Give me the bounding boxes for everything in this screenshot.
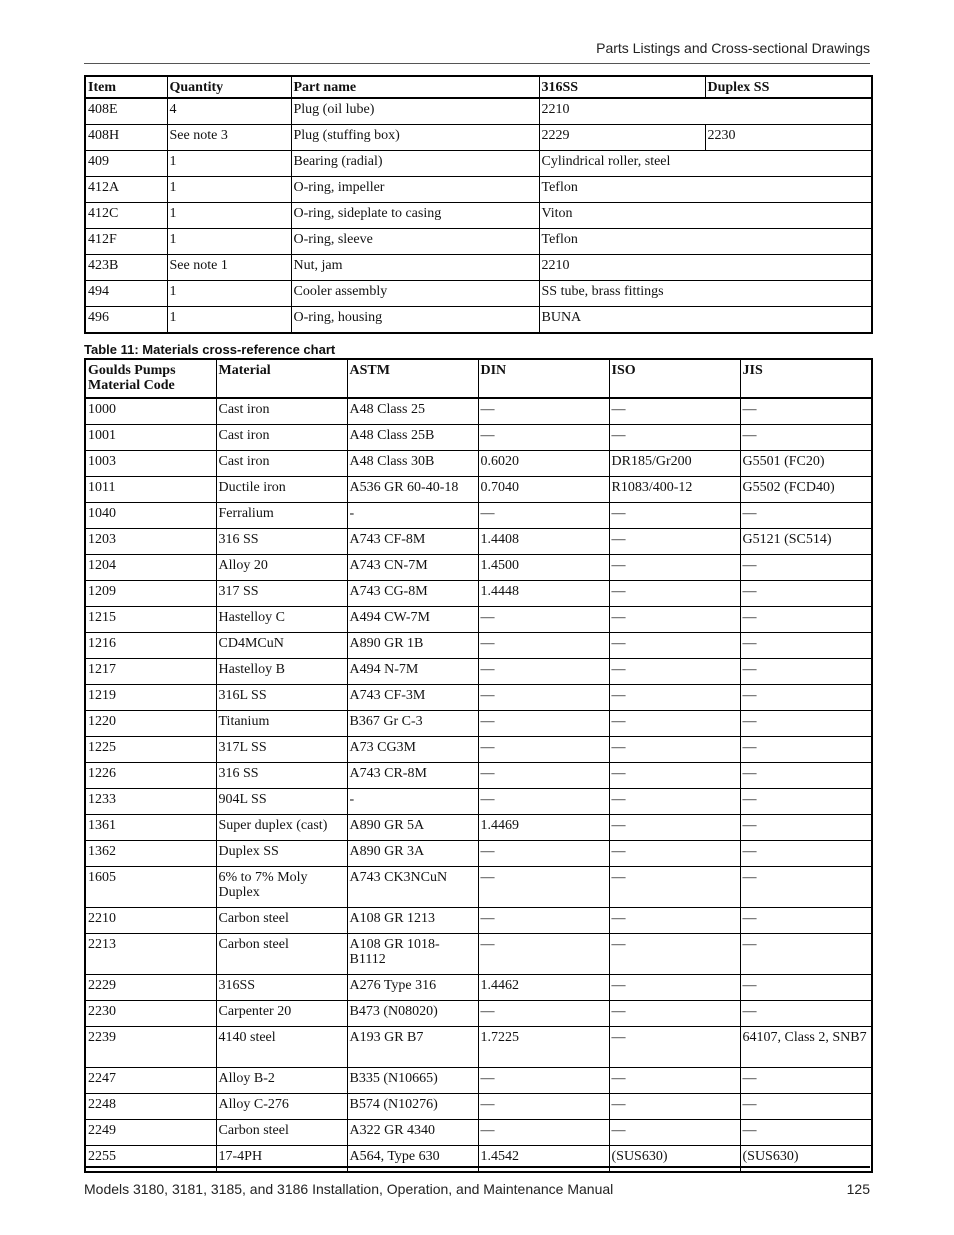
table-cell: —	[478, 503, 609, 529]
table-cell: 2230	[705, 125, 872, 151]
table-cell: —	[478, 908, 609, 934]
table-row	[85, 281, 872, 307]
table-cell: —	[609, 659, 740, 685]
table-cell: A743 CR-8M	[347, 763, 478, 789]
table-cell: 1	[167, 151, 291, 177]
table-cell: 1204	[85, 555, 216, 581]
table-cell: —	[740, 425, 872, 451]
table-cell: B574 (N10276)	[347, 1094, 478, 1120]
table-cell: Carbon steel	[216, 908, 347, 934]
table-cell: —	[478, 398, 609, 425]
table-cell: 2210	[539, 255, 872, 281]
table-cell: —	[740, 581, 872, 607]
table-cell: 1.7225	[478, 1027, 609, 1068]
table-cell: —	[740, 711, 872, 737]
table-cell: —	[740, 867, 872, 908]
table-cell: —	[740, 1001, 872, 1027]
table-cell: 17-4PH	[216, 1146, 347, 1173]
table-row	[85, 841, 872, 867]
table-cell: —	[478, 789, 609, 815]
table-cell: —	[478, 1094, 609, 1120]
table-cell: 1.4542	[478, 1146, 609, 1173]
table-cell: —	[609, 934, 740, 975]
table-cell: —	[478, 425, 609, 451]
table-cell: O-ring, sleeve	[291, 229, 539, 255]
table-cell: Viton	[539, 203, 872, 229]
table-cell: —	[740, 555, 872, 581]
table-cell: 1	[167, 229, 291, 255]
table-row	[85, 1120, 872, 1146]
table-cell: Carbon steel	[216, 1120, 347, 1146]
table-row	[85, 711, 872, 737]
table-cell: —	[609, 789, 740, 815]
table-cell: A743 CN-7M	[347, 555, 478, 581]
table-row	[85, 815, 872, 841]
table-cell: —	[478, 633, 609, 659]
table-cell: Carpenter 20	[216, 1001, 347, 1027]
table-row	[85, 555, 872, 581]
table-cell: —	[740, 908, 872, 934]
materials-cross-reference-table	[84, 358, 873, 1173]
table-cell: A890 GR 5A	[347, 815, 478, 841]
table-row	[85, 98, 872, 125]
table-cell: —	[478, 763, 609, 789]
table-cell: —	[740, 1068, 872, 1094]
table-cell: DR185/Gr200	[609, 451, 740, 477]
table-cell: 1.4462	[478, 975, 609, 1001]
table-cell: —	[609, 685, 740, 711]
table-cell: A494 N-7M	[347, 659, 478, 685]
table-cell: —	[478, 685, 609, 711]
table-row	[85, 1068, 872, 1094]
table-cell: 1215	[85, 607, 216, 633]
table-cell: 1209	[85, 581, 216, 607]
table-cell: A890 GR 3A	[347, 841, 478, 867]
table-cell: 316 SS	[216, 763, 347, 789]
table-row	[85, 1027, 872, 1068]
table-cell: —	[609, 1001, 740, 1027]
table-cell: CD4MCuN	[216, 633, 347, 659]
table-cell: Alloy C-276	[216, 1094, 347, 1120]
table-cell: Alloy B-2	[216, 1068, 347, 1094]
table-cell: —	[609, 581, 740, 607]
table-cell: 2213	[85, 934, 216, 975]
table-cell: 1362	[85, 841, 216, 867]
table-cell: 1233	[85, 789, 216, 815]
table-cell: —	[740, 659, 872, 685]
table-cell: Super duplex (cast)	[216, 815, 347, 841]
table-cell: —	[740, 841, 872, 867]
table-row	[85, 177, 872, 203]
table-cell: 316SS	[216, 975, 347, 1001]
table-cell: A564, Type 630	[347, 1146, 478, 1173]
table-row	[85, 451, 872, 477]
table-cell: 408H	[85, 125, 167, 151]
table-cell: A108 GR 1018-B1112	[347, 934, 478, 975]
table-cell: Titanium	[216, 711, 347, 737]
table-row	[85, 607, 872, 633]
table-cell: 2230	[85, 1001, 216, 1027]
table-cell: 1.4448	[478, 581, 609, 607]
table-cell: 1217	[85, 659, 216, 685]
table-cell: —	[609, 1068, 740, 1094]
table-cell: —	[478, 934, 609, 975]
table-cell: A48 Class 25B	[347, 425, 478, 451]
table-cell: A743 CF-3M	[347, 685, 478, 711]
table-row	[85, 685, 872, 711]
col-header-part-name: Part name	[291, 76, 539, 98]
table-cell: A494 CW-7M	[347, 607, 478, 633]
table-cell: Hastelloy C	[216, 607, 347, 633]
materials-table-caption: Table 11: Materials cross-reference chart	[84, 342, 336, 357]
table-cell: Teflon	[539, 177, 872, 203]
table-cell: A743 CG-8M	[347, 581, 478, 607]
table-cell: A743 CK3NCuN	[347, 867, 478, 908]
table-cell: —	[609, 1027, 740, 1068]
header-divider	[84, 63, 870, 64]
table-row	[85, 1146, 872, 1173]
footer-divider	[84, 1166, 870, 1168]
table-cell: —	[478, 1120, 609, 1146]
table-cell: G5121 (SC514)	[740, 529, 872, 555]
table-row	[85, 789, 872, 815]
table-cell: A48 Class 30B	[347, 451, 478, 477]
table-row	[85, 659, 872, 685]
table-cell: Nut, jam	[291, 255, 539, 281]
table-row	[85, 1001, 872, 1027]
table-cell: 1	[167, 177, 291, 203]
footer-page-number: 125	[846, 1181, 870, 1197]
table-cell: 316 SS	[216, 529, 347, 555]
table-cell: 6% to 7% Moly Duplex	[216, 867, 347, 908]
table-cell: O-ring, sideplate to casing	[291, 203, 539, 229]
table-row	[85, 307, 872, 334]
table-row	[85, 529, 872, 555]
table-cell: 1003	[85, 451, 216, 477]
table-cell: A322 GR 4340	[347, 1120, 478, 1146]
table-cell: Cast iron	[216, 451, 347, 477]
table-cell: 1.4408	[478, 529, 609, 555]
table-cell: 0.6020	[478, 451, 609, 477]
table-row	[85, 425, 872, 451]
table-cell: 1	[167, 307, 291, 334]
table-row	[85, 203, 872, 229]
table-cell: Duplex SS	[216, 841, 347, 867]
table-cell: 1	[167, 281, 291, 307]
table-cell: —	[478, 607, 609, 633]
table-cell: 2255	[85, 1146, 216, 1173]
table-cell: 423B	[85, 255, 167, 281]
table-cell: —	[609, 908, 740, 934]
table-cell: 2210	[539, 98, 872, 125]
table-cell: O-ring, housing	[291, 307, 539, 334]
table-cell: 412A	[85, 177, 167, 203]
table-cell: —	[740, 934, 872, 975]
table-cell: —	[478, 841, 609, 867]
table-cell: —	[740, 503, 872, 529]
table-cell: G5501 (FC20)	[740, 451, 872, 477]
table-cell: —	[609, 711, 740, 737]
table-cell: 2249	[85, 1120, 216, 1146]
table-cell: 1225	[85, 737, 216, 763]
table-cell: —	[609, 763, 740, 789]
table-cell: —	[478, 867, 609, 908]
table-cell: 64107, Class 2, SNB7	[740, 1027, 872, 1068]
col-header-quantity: Quantity	[167, 76, 291, 98]
table-cell: A276 Type 316	[347, 975, 478, 1001]
table-cell: —	[609, 633, 740, 659]
table-cell: —	[478, 711, 609, 737]
table-cell: 1040	[85, 503, 216, 529]
col-header-material: Material	[216, 359, 347, 398]
table-cell: 409	[85, 151, 167, 177]
table-cell: —	[609, 815, 740, 841]
table-cell: Cylindrical roller, steel	[539, 151, 872, 177]
table-cell: 4140 steel	[216, 1027, 347, 1068]
table-cell: 1203	[85, 529, 216, 555]
col-header-material-code: Goulds Pumps Material Code	[85, 359, 216, 398]
table-cell: —	[609, 841, 740, 867]
table-cell: —	[609, 503, 740, 529]
table-cell: —	[609, 1094, 740, 1120]
table-cell: B367 Gr C-3	[347, 711, 478, 737]
table-cell: —	[740, 789, 872, 815]
footer-manual-title: Models 3180, 3181, 3185, and 3186 Installation, Operation, and Maintenance Manual	[84, 1181, 614, 1197]
materials-table-header-row	[85, 359, 872, 398]
table-cell: Cast iron	[216, 398, 347, 425]
table-cell: 2247	[85, 1068, 216, 1094]
table-cell: 1.4500	[478, 555, 609, 581]
table-cell: 1220	[85, 711, 216, 737]
table-cell: —	[609, 867, 740, 908]
table-cell: 904L SS	[216, 789, 347, 815]
table-cell: —	[478, 659, 609, 685]
table-cell: A536 GR 60-40-18	[347, 477, 478, 503]
table-cell: A743 CF-8M	[347, 529, 478, 555]
table-row	[85, 477, 872, 503]
table-row	[85, 1094, 872, 1120]
table-cell: —	[609, 529, 740, 555]
table-row	[85, 125, 872, 151]
table-cell: —	[609, 737, 740, 763]
col-header-316ss: 316SS	[539, 76, 705, 98]
page-header-title: Parts Listings and Cross-sectional Drawings	[596, 40, 870, 56]
table-cell: Plug (stuffing box)	[291, 125, 539, 151]
table-cell: B473 (N08020)	[347, 1001, 478, 1027]
table-cell: —	[740, 1094, 872, 1120]
table-row	[85, 255, 872, 281]
table-cell: 2248	[85, 1094, 216, 1120]
parts-table-header-row	[85, 76, 872, 98]
table-row	[85, 867, 872, 908]
table-row	[85, 581, 872, 607]
table-cell: (SUS630)	[609, 1146, 740, 1173]
table-cell: —	[740, 398, 872, 425]
table-cell: Ductile iron	[216, 477, 347, 503]
table-cell: R1083/400-12	[609, 477, 740, 503]
table-cell: See note 1	[167, 255, 291, 281]
table-cell: Cast iron	[216, 425, 347, 451]
table-row	[85, 934, 872, 975]
table-cell: BUNA	[539, 307, 872, 334]
table-cell: 317 SS	[216, 581, 347, 607]
table-cell: —	[740, 975, 872, 1001]
table-cell: 4	[167, 98, 291, 125]
table-cell: See note 3	[167, 125, 291, 151]
table-cell: 412C	[85, 203, 167, 229]
table-cell: A73 CG3M	[347, 737, 478, 763]
col-header-iso: ISO	[609, 359, 740, 398]
table-cell: 1219	[85, 685, 216, 711]
table-cell: 1.4469	[478, 815, 609, 841]
table-cell: 2239	[85, 1027, 216, 1068]
table-cell: —	[609, 425, 740, 451]
table-cell: 1216	[85, 633, 216, 659]
table-cell: 496	[85, 307, 167, 334]
col-header-item: Item	[85, 76, 167, 98]
table-row	[85, 975, 872, 1001]
table-row	[85, 633, 872, 659]
table-cell: —	[478, 1068, 609, 1094]
table-cell: —	[740, 685, 872, 711]
table-cell: —	[740, 815, 872, 841]
table-cell: Plug (oil lube)	[291, 98, 539, 125]
table-cell: Cooler assembly	[291, 281, 539, 307]
table-row	[85, 151, 872, 177]
table-row	[85, 908, 872, 934]
table-cell: -	[347, 503, 478, 529]
table-cell: 412F	[85, 229, 167, 255]
table-cell: A48 Class 25	[347, 398, 478, 425]
table-cell: —	[609, 555, 740, 581]
table-cell: G5502 (FCD40)	[740, 477, 872, 503]
table-cell: 317L SS	[216, 737, 347, 763]
table-cell: 2210	[85, 908, 216, 934]
table-cell: 1605	[85, 867, 216, 908]
table-cell: 1011	[85, 477, 216, 503]
table-cell: —	[740, 607, 872, 633]
table-cell: A108 GR 1213	[347, 908, 478, 934]
table-cell: 0.7040	[478, 477, 609, 503]
table-cell: —	[609, 398, 740, 425]
table-cell: A890 GR 1B	[347, 633, 478, 659]
table-row	[85, 763, 872, 789]
table-cell: —	[740, 1120, 872, 1146]
table-cell: 316L SS	[216, 685, 347, 711]
table-cell: A193 GR B7	[347, 1027, 478, 1068]
table-cell: —	[740, 737, 872, 763]
col-header-duplex-ss: Duplex SS	[705, 76, 872, 98]
table-cell: —	[609, 1120, 740, 1146]
table-cell: 494	[85, 281, 167, 307]
table-cell: 408E	[85, 98, 167, 125]
table-cell: —	[740, 633, 872, 659]
table-cell: SS tube, brass fittings	[539, 281, 872, 307]
table-cell: Carbon steel	[216, 934, 347, 975]
table-cell: —	[609, 975, 740, 1001]
table-row	[85, 398, 872, 425]
table-cell: Ferralium	[216, 503, 347, 529]
table-cell: 1	[167, 203, 291, 229]
table-cell: —	[478, 1001, 609, 1027]
table-cell: 1000	[85, 398, 216, 425]
table-row	[85, 503, 872, 529]
table-cell: -	[347, 789, 478, 815]
col-header-jis: JIS	[740, 359, 872, 398]
table-cell: 1226	[85, 763, 216, 789]
table-row	[85, 737, 872, 763]
table-cell: O-ring, impeller	[291, 177, 539, 203]
table-cell: —	[609, 607, 740, 633]
table-cell: 1361	[85, 815, 216, 841]
table-cell: —	[740, 763, 872, 789]
table-cell: Alloy 20	[216, 555, 347, 581]
col-header-din: DIN	[478, 359, 609, 398]
table-cell: 2229	[539, 125, 705, 151]
table-cell: 2229	[85, 975, 216, 1001]
table-cell: Teflon	[539, 229, 872, 255]
table-row	[85, 229, 872, 255]
table-cell: 1001	[85, 425, 216, 451]
col-header-astm: ASTM	[347, 359, 478, 398]
table-cell: Bearing (radial)	[291, 151, 539, 177]
table-cell: (SUS630)	[740, 1146, 872, 1173]
table-cell: B335 (N10665)	[347, 1068, 478, 1094]
parts-table	[84, 75, 873, 334]
table-cell: —	[478, 737, 609, 763]
table-cell: Hastelloy B	[216, 659, 347, 685]
